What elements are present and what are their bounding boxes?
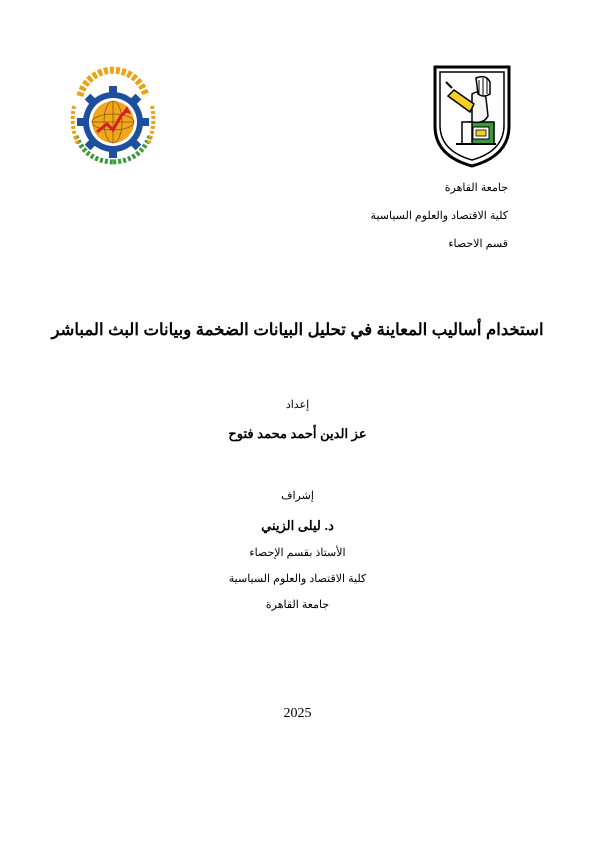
faculty-emblem-icon <box>66 66 160 166</box>
supervision-label: إشراف <box>281 490 314 502</box>
supervisor-name: د. ليلى الزيني <box>261 518 334 533</box>
header-block <box>208 181 508 265</box>
header-faculty: كلية الاقتصاد والعلوم السياسية <box>370 210 508 222</box>
supervisor-details <box>0 546 595 624</box>
cairo-university-emblem-icon <box>432 64 512 168</box>
supervisor-university: جامعة القاهرة <box>265 599 330 611</box>
supervisor-faculty: كلية الاقتصاد والعلوم السياسية <box>228 573 367 585</box>
author-name: عز الدين أحمد محمد فتوح <box>228 426 367 441</box>
supervisor-position: الأستاذ بقسم الإحصاء <box>249 547 346 559</box>
thesis-title: استخدام أساليب المعاينة في تحليل البيانات الضخمة وبيانات البث المباشر <box>51 321 544 339</box>
year: 2025 <box>283 706 312 721</box>
header-department: قسم الاحصاء <box>448 238 508 250</box>
university-logo <box>432 64 512 168</box>
header-university: جامعة القاهرة <box>444 182 508 194</box>
faculty-logo <box>66 66 160 166</box>
prepared-by-label: إعداد <box>285 399 310 411</box>
